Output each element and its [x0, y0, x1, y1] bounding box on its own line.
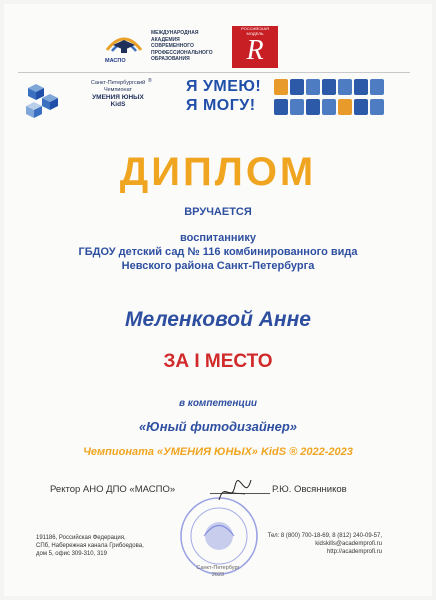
- flower-icon: [370, 99, 384, 115]
- championship-name: Чемпионата «УМЕНИЯ ЮНЫХ» KidS ® 2022-2023: [83, 446, 353, 458]
- cake-icon: [338, 99, 352, 115]
- palette-icon: [274, 79, 288, 95]
- header-divider: [18, 72, 410, 73]
- microscope-icon: [354, 99, 368, 115]
- car-icon: [322, 99, 336, 115]
- svg-text:R: R: [246, 35, 264, 66]
- institution-name: ГБДОУ детский сад № 116 комбинированного вида: [78, 246, 358, 258]
- pot-icon: [338, 79, 352, 95]
- maspo-label: МАСПО: [105, 58, 126, 64]
- slogan-line-1: Я УМЕЮ!: [186, 78, 262, 95]
- diploma-title: ДИПЛОМ: [119, 150, 317, 194]
- russian-model-label: РОССИЙСКАЯ МОДЕЛЬ: [241, 26, 269, 36]
- cubes-logo-icon: [22, 80, 64, 120]
- person-icon: [354, 79, 368, 95]
- dress-icon: [370, 79, 384, 95]
- handwritten-signature: [215, 474, 255, 508]
- competence-name: «Юный фитодизайнер»: [138, 419, 298, 434]
- robot-icon: [306, 79, 320, 95]
- skills-icon-grid: [274, 79, 386, 119]
- footer-city-year: Санкт-Петербург 2023: [196, 565, 240, 578]
- place-award: ЗА I МЕСТО: [163, 351, 273, 372]
- hanger-icon: [322, 79, 336, 95]
- footer-address: 191186, Российская Федерация, СПб, Набережная канала Грибоедова, дом 5, офис 309-310, 319: [36, 535, 144, 557]
- sewing-icon: [290, 99, 304, 115]
- awarded-label: ВРУЧАЕТСЯ: [184, 206, 252, 218]
- registered-mark: ®: [148, 78, 152, 84]
- championship-logo-text: Санкт-Петербургский Чемпионат УМЕНИЯ ЮНЫХ KidS: [90, 80, 146, 108]
- competence-label: в компетенции: [178, 398, 258, 409]
- tool-icon: [306, 99, 320, 115]
- gear-icon: [290, 79, 304, 95]
- recipient-name: Меленковой Анне: [125, 308, 311, 331]
- rector-position: Ректор АНО ДПО «МАСПО»: [50, 484, 176, 495]
- recipient-type: воспитаннику: [180, 232, 256, 244]
- maspo-description: МЕЖДУНАРОДНАЯ АКАДЕМИЯ СОВРЕМЕННОГО ПРОФЕССИОНАЛЬНОГО ОБРАЗОВАНИЯ: [151, 30, 213, 62]
- district-name: Невского района Санкт-Петербурга: [121, 260, 315, 272]
- slogan-line-2: Я МОГУ!: [186, 97, 256, 114]
- footer-contacts: Тел: 8 (800) 700-18-69, 8 (812) 240-09-57, kidskills@academprofi.ru http://academprofi.ru: [267, 533, 382, 555]
- rector-name: Р.Ю. Овсянников: [272, 484, 347, 495]
- scissors-icon: [274, 99, 288, 115]
